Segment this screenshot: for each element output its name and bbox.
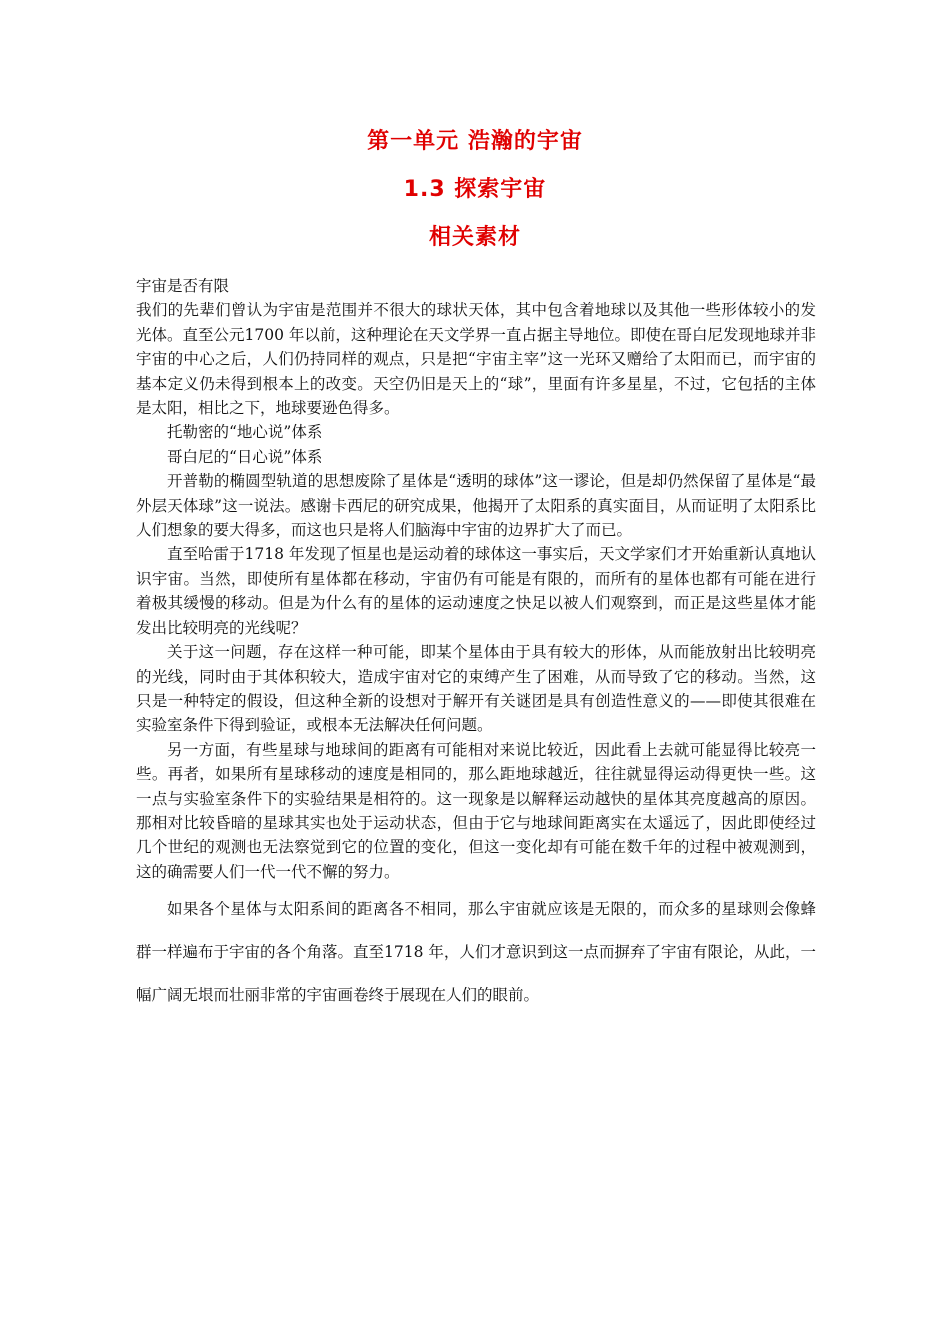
figure-caption-copernicus: 哥白尼的“日心说”体系	[167, 447, 323, 466]
paragraph-halley: 直至哈雷于1718 年发现了恒星也是运动着的球体这一事实后，天文学家们才开始重新认真地认识宇宙。当然，即使所有星体都在移动，宇宙仍有可能是有限的，而所有的星体也都有可能在进行着极其缓慢的移动。但是为什么有的星体的运动速度之快足以被人们观察到，而正是这些星体才能发出比较明亮的光线呢？	[136, 545, 816, 637]
paragraph-distance: 另一方面，有些星球与地球间的距离有可能相对来说比较近，因此看上去就可能显得比较亮一些。再者，如果所有星球移动的速度是相同的，那么距地球越近，往往就显得运动得更快一些。这一点与实验室条件下的实验结果是相符的。这一现象是以解释运动越快的星体其亮度越高的原因。那相对比较昏暗的星球其实也处于运动状态，但由于它与地球间距离实在太遥远了，因此即使经过几个世纪的观测也无法察觉到它的位置的变化，但这一变化却有可能在数千年的过程中被观测到，这的确需要人们一代一代不懈的努力。	[136, 740, 816, 881]
paragraph-intro: 我们的先辈们曾认为宇宙是范围并不很大的球状天体，其中包含着地球以及其他一些形体较小的发光体。直至公元1700 年以前，这种理论在天文学界一直占据主导地位。即使在哥白尼发现地球并非宇宙的中心之后，人们仍持同样的观点，只是把“宇宙主宰”这一光环又赠给了太阳而已，而宇宙的基本定义仍未得到根本上的改变。天空仍旧是天上的“球”，里面有许多星星，不过，它包括的主体是太阳，相比之下，地球要逊色得多。	[136, 301, 816, 418]
article-body	[136, 274, 816, 1017]
paragraph-hypothesis: 关于这一问题，存在这样一种可能，即某个星体由于具有较大的形体，从而能放射出比较明亮的光线，同时由于其体积较大，造成宇宙对它的束缚产生了困难，从而导致了它的移动。当然，这只是一种特定的假设，但这种全新的设想对于解开有关谜团是具有创造性意义的——即使其很难在实验室条件下得到验证，或根本无法解决任何问题。	[136, 643, 816, 735]
lesson-title: 1.3 探索宇宙	[403, 177, 547, 202]
figure-caption-ptolemy: 托勒密的“地心说”体系	[167, 423, 323, 442]
unit-title: 第一单元 浩瀚的宇宙	[367, 129, 583, 154]
title-block	[0, 128, 950, 272]
section-title: 相关素材	[428, 225, 521, 250]
paragraph-conclusion: 如果各个星体与太阳系间的距离各不相同，那么宇宙就应该是无限的，而众多的星球则会像蜂群一样遍布于宇宙的各个角落。直至1718 年，人们才意识到这一点而摒弃了宇宙有限论，从此，一幅广阔无垠而壮丽非常的宇宙画卷终于展现在人们的眼前。	[136, 900, 816, 1005]
article-heading: 宇宙是否有限	[136, 277, 230, 295]
paragraph-kepler: 开普勒的椭圆型轨道的思想废除了星体是“透明的球体”这一谬论，但是却仍然保留了星体是“最外层天体球”这一说法。感谢卡西尼的研究成果，他揭开了太阳系的真实面目，从而证明了太阳系比人们想象的要大得多，而这也只是将人们脑海中宇宙的边界扩大了而已。	[136, 472, 816, 540]
